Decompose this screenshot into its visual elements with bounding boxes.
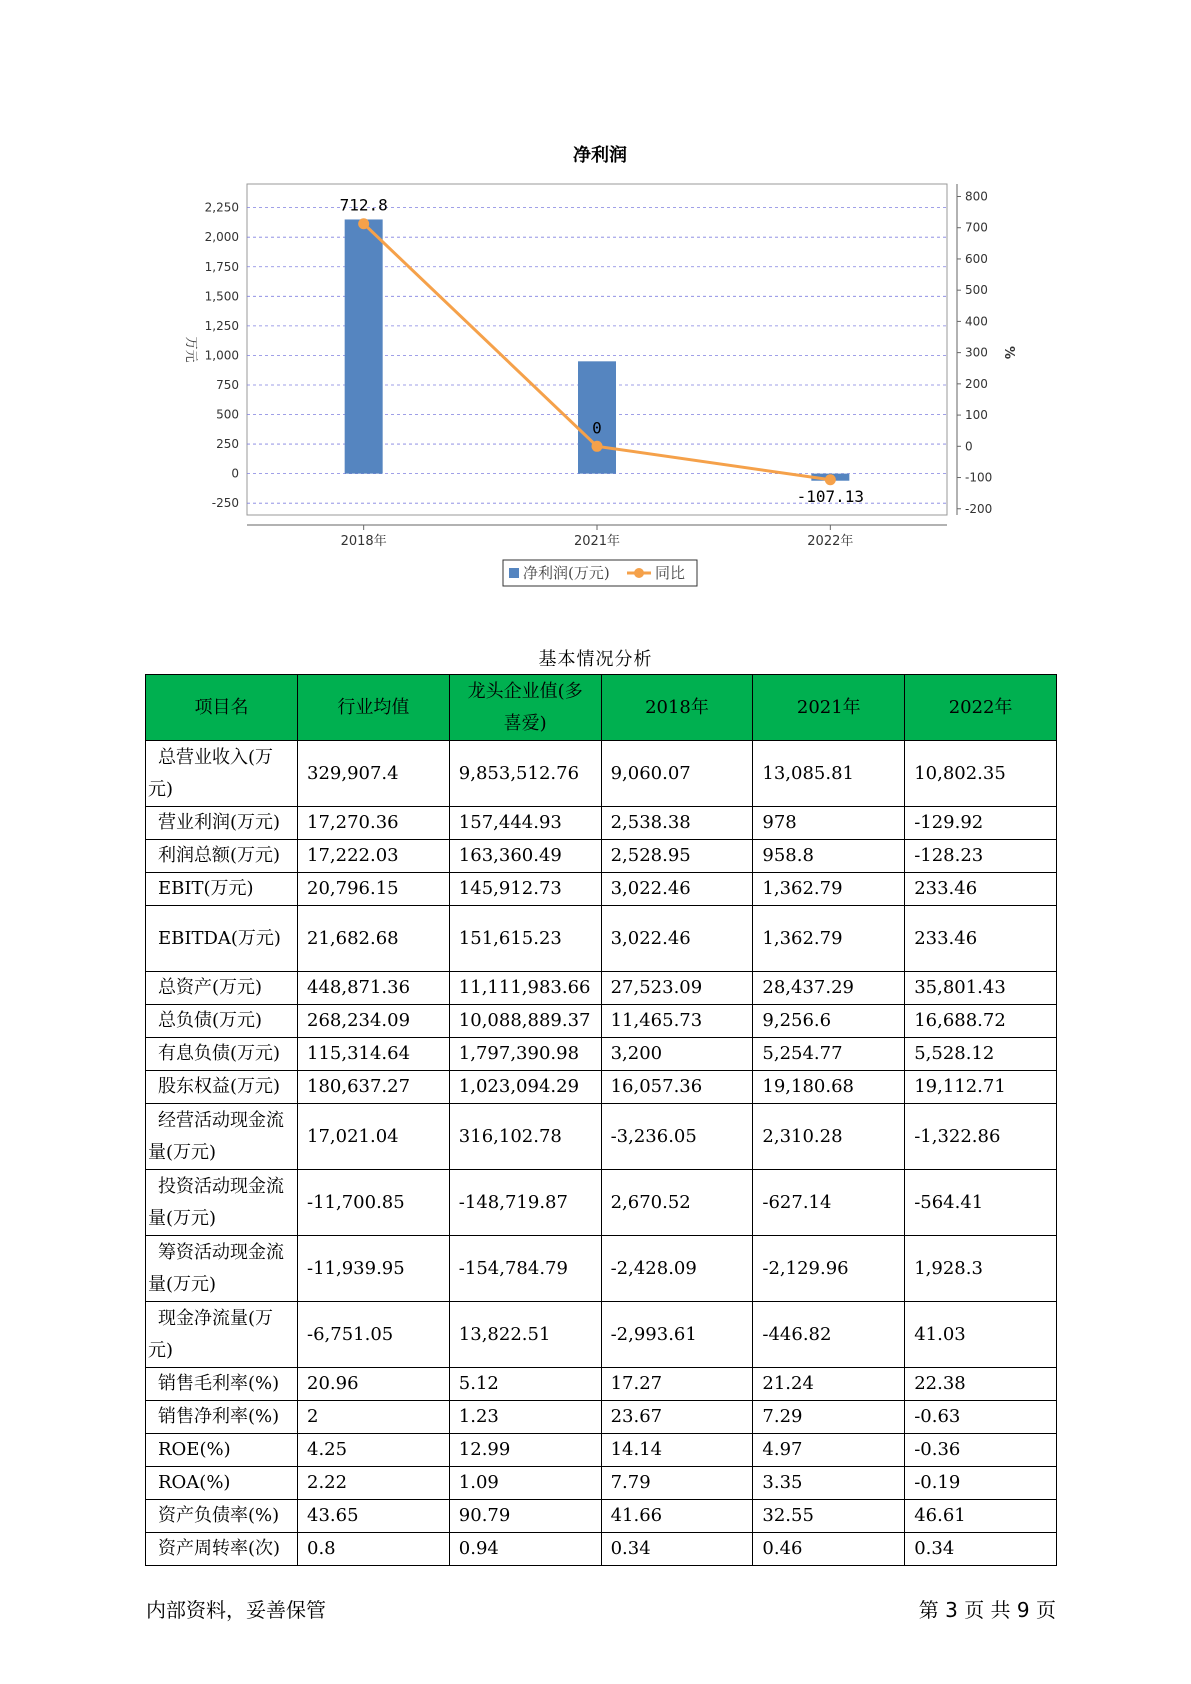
table-cell: -129.92 bbox=[905, 807, 1057, 840]
table-cell: -627.14 bbox=[753, 1170, 905, 1236]
table-row bbox=[146, 840, 1057, 873]
table-cell: 41.66 bbox=[601, 1500, 753, 1533]
data-label-yoy: 0 bbox=[592, 418, 602, 438]
table-cell: 21,682.68 bbox=[298, 906, 450, 972]
table-cell: 163,360.49 bbox=[449, 840, 601, 873]
table-cell: 32.55 bbox=[753, 1500, 905, 1533]
table-cell: 2,670.52 bbox=[601, 1170, 753, 1236]
table-caption: 基本情况分析 bbox=[538, 649, 653, 670]
y-right-tick-label: -200 bbox=[965, 501, 993, 516]
row-label: 销售净利率(%) bbox=[146, 1401, 298, 1434]
table-cell: 329,907.4 bbox=[298, 741, 450, 807]
table-cell: 11,465.73 bbox=[601, 1005, 753, 1038]
table-row bbox=[146, 807, 1057, 840]
table-cell: 3,022.46 bbox=[601, 873, 753, 906]
table-cell: 0.34 bbox=[601, 1533, 753, 1566]
x-tick-label: 2022年 bbox=[807, 534, 854, 549]
y-tick-label: 0 bbox=[231, 466, 239, 481]
y-axis-title: 万元 bbox=[183, 336, 198, 363]
table-cell: 4.97 bbox=[753, 1434, 905, 1467]
table-cell: 233.46 bbox=[905, 873, 1057, 906]
line-point-yoy bbox=[358, 218, 369, 229]
table-cell: 0.46 bbox=[753, 1533, 905, 1566]
y-right-tick-label: 0 bbox=[965, 439, 973, 454]
table-cell: 2 bbox=[298, 1401, 450, 1434]
table-cell: 151,615.23 bbox=[449, 906, 601, 972]
table-row bbox=[146, 1071, 1057, 1104]
table-cell: 27,523.09 bbox=[601, 972, 753, 1005]
table-cell: 2.22 bbox=[298, 1467, 450, 1500]
table-cell: 23.67 bbox=[601, 1401, 753, 1434]
table-header-cell: 2022年 bbox=[905, 675, 1057, 741]
y-tick-label: -250 bbox=[211, 496, 239, 511]
line-point-yoy bbox=[825, 474, 836, 485]
table-cell: 268,234.09 bbox=[298, 1005, 450, 1038]
table-cell: 43.65 bbox=[298, 1500, 450, 1533]
table-cell: 0.34 bbox=[905, 1533, 1057, 1566]
table-row bbox=[146, 1038, 1057, 1071]
table-cell: 233.46 bbox=[905, 906, 1057, 972]
table-cell: 3,022.46 bbox=[601, 906, 753, 972]
table-row bbox=[146, 1467, 1057, 1500]
footer-page-number: 第 3 页 共 9 页 bbox=[918, 1598, 1056, 1622]
table-cell: -564.41 bbox=[905, 1170, 1057, 1236]
table-row bbox=[146, 741, 1057, 807]
table-cell: 180,637.27 bbox=[298, 1071, 450, 1104]
y-right-tick-label: 800 bbox=[965, 189, 988, 204]
table-cell: 1.09 bbox=[449, 1467, 601, 1500]
table-cell: 19,180.68 bbox=[753, 1071, 905, 1104]
table-cell: -0.63 bbox=[905, 1401, 1057, 1434]
table-cell: 10,088,889.37 bbox=[449, 1005, 601, 1038]
row-label: EBITDA(万元) bbox=[146, 906, 298, 972]
table-cell: 5,528.12 bbox=[905, 1038, 1057, 1071]
table-cell: 7.29 bbox=[753, 1401, 905, 1434]
table-cell: 28,437.29 bbox=[753, 972, 905, 1005]
x-tick-label: 2018年 bbox=[340, 534, 387, 549]
y-tick-label: 1,000 bbox=[204, 348, 239, 363]
legend-label-net-profit: 净利润(万元) bbox=[523, 564, 610, 582]
table-cell: 10,802.35 bbox=[905, 741, 1057, 807]
table-cell: -0.36 bbox=[905, 1434, 1057, 1467]
table-cell: -0.19 bbox=[905, 1467, 1057, 1500]
table-cell: 1.23 bbox=[449, 1401, 601, 1434]
table-row bbox=[146, 1533, 1057, 1566]
table-cell: 35,801.43 bbox=[905, 972, 1057, 1005]
table-row bbox=[146, 1104, 1057, 1170]
table-cell: 14.14 bbox=[601, 1434, 753, 1467]
table-cell: 145,912.73 bbox=[449, 873, 601, 906]
y-right-tick-label: 200 bbox=[965, 376, 988, 391]
table-cell: 17,222.03 bbox=[298, 840, 450, 873]
table-cell: 115,314.64 bbox=[298, 1038, 450, 1071]
row-label: 总营业收入(万元) bbox=[146, 741, 298, 807]
bar-net-profit bbox=[345, 219, 383, 473]
table-header-cell: 2018年 bbox=[601, 675, 753, 741]
table-row bbox=[146, 1401, 1057, 1434]
table-cell: -2,129.96 bbox=[753, 1236, 905, 1302]
row-label: 利润总额(万元) bbox=[146, 840, 298, 873]
table-cell: 5,254.77 bbox=[753, 1038, 905, 1071]
x-tick-label: 2021年 bbox=[573, 534, 621, 549]
table-row bbox=[146, 1236, 1057, 1302]
row-label: 经营活动现金流量(万元) bbox=[146, 1104, 298, 1170]
row-label: 投资活动现金流量(万元) bbox=[146, 1170, 298, 1236]
table-cell: 90.79 bbox=[449, 1500, 601, 1533]
table-row bbox=[146, 972, 1057, 1005]
y-tick-label: 500 bbox=[216, 407, 239, 422]
y-right-tick-label: 500 bbox=[965, 283, 988, 298]
table-cell: 2,528.95 bbox=[601, 840, 753, 873]
table-row bbox=[146, 1005, 1057, 1038]
row-label: 资产负债率(%) bbox=[146, 1500, 298, 1533]
table-cell: 13,085.81 bbox=[753, 741, 905, 807]
row-label: 销售毛利率(%) bbox=[146, 1368, 298, 1401]
y-right-tick-label: 400 bbox=[965, 314, 988, 329]
table-cell: 5.12 bbox=[449, 1368, 601, 1401]
table-cell: 3.35 bbox=[753, 1467, 905, 1500]
table-cell: 1,362.79 bbox=[753, 906, 905, 972]
table-cell: -1,322.86 bbox=[905, 1104, 1057, 1170]
table-cell: 7.79 bbox=[601, 1467, 753, 1500]
table-cell: 46.61 bbox=[905, 1500, 1057, 1533]
table-cell: -11,700.85 bbox=[298, 1170, 450, 1236]
table-cell: 21.24 bbox=[753, 1368, 905, 1401]
y-tick-label: 2,250 bbox=[204, 200, 239, 215]
row-label: 资产周转率(次) bbox=[146, 1533, 298, 1566]
y-right-tick-label: 600 bbox=[965, 251, 988, 266]
table-cell: 2,538.38 bbox=[601, 807, 753, 840]
table-cell: 19,112.71 bbox=[905, 1071, 1057, 1104]
table-header-row bbox=[146, 675, 1057, 741]
table-row bbox=[146, 1302, 1057, 1368]
y-right-tick-label: 700 bbox=[965, 220, 988, 235]
table-cell: 1,797,390.98 bbox=[449, 1038, 601, 1071]
table-cell: -128.23 bbox=[905, 840, 1057, 873]
data-label-yoy: 712.8 bbox=[339, 195, 388, 215]
chart-title: 净利润 bbox=[573, 145, 627, 166]
table-cell: 17,021.04 bbox=[298, 1104, 450, 1170]
table-cell: 22.38 bbox=[905, 1368, 1057, 1401]
table-header-cell: 2021年 bbox=[753, 675, 905, 741]
table-cell: 1,023,094.29 bbox=[449, 1071, 601, 1104]
table-row bbox=[146, 873, 1057, 906]
net-profit-chart bbox=[0, 0, 1191, 620]
y-tick-label: 1,500 bbox=[204, 289, 239, 304]
y-tick-label: 1,250 bbox=[204, 318, 239, 333]
table-cell: 157,444.93 bbox=[449, 807, 601, 840]
row-label: 现金净流量(万元) bbox=[146, 1302, 298, 1368]
table-cell: 9,060.07 bbox=[601, 741, 753, 807]
table-header-cell: 项目名 bbox=[146, 675, 298, 741]
y-right-tick-label: 100 bbox=[965, 408, 988, 423]
row-label: ROA(%) bbox=[146, 1467, 298, 1500]
table-cell: 13,822.51 bbox=[449, 1302, 601, 1368]
table-cell: 16,688.72 bbox=[905, 1005, 1057, 1038]
table-cell: 3,200 bbox=[601, 1038, 753, 1071]
y-tick-label: 750 bbox=[216, 377, 239, 392]
legend-swatch-point bbox=[634, 568, 644, 578]
table-cell: 316,102.78 bbox=[449, 1104, 601, 1170]
basic-analysis-table bbox=[145, 674, 1057, 1566]
footer-confidential-note: 内部资料，妥善保管 bbox=[146, 1598, 326, 1622]
table-cell: 1,928.3 bbox=[905, 1236, 1057, 1302]
row-label: ROE(%) bbox=[146, 1434, 298, 1467]
table-cell: 20.96 bbox=[298, 1368, 450, 1401]
legend-label-yoy: 同比 bbox=[655, 564, 686, 582]
table-row bbox=[146, 1500, 1057, 1533]
table-cell: 16,057.36 bbox=[601, 1071, 753, 1104]
table-cell: 0.8 bbox=[298, 1533, 450, 1566]
table-cell: 4.25 bbox=[298, 1434, 450, 1467]
table-cell: 9,256.6 bbox=[753, 1005, 905, 1038]
table-cell: -148,719.87 bbox=[449, 1170, 601, 1236]
table-cell: 2,310.28 bbox=[753, 1104, 905, 1170]
row-label: 营业利润(万元) bbox=[146, 807, 298, 840]
row-label: 总负债(万元) bbox=[146, 1005, 298, 1038]
table-cell: -3,236.05 bbox=[601, 1104, 753, 1170]
y-tick-label: 2,000 bbox=[204, 230, 239, 245]
y-tick-label: 1,750 bbox=[204, 259, 239, 274]
table-row bbox=[146, 906, 1057, 972]
table-cell: -11,939.95 bbox=[298, 1236, 450, 1302]
table-cell: 20,796.15 bbox=[298, 873, 450, 906]
table-row bbox=[146, 1434, 1057, 1467]
table-cell: 978 bbox=[753, 807, 905, 840]
row-label: 总资产(万元) bbox=[146, 972, 298, 1005]
line-point-yoy bbox=[592, 441, 603, 452]
table-cell: 41.03 bbox=[905, 1302, 1057, 1368]
table-cell: -154,784.79 bbox=[449, 1236, 601, 1302]
table-cell: 17.27 bbox=[601, 1368, 753, 1401]
table-cell: 12.99 bbox=[449, 1434, 601, 1467]
row-label: 有息负债(万元) bbox=[146, 1038, 298, 1071]
y-right-tick-label: -100 bbox=[965, 470, 993, 485]
row-label: EBIT(万元) bbox=[146, 873, 298, 906]
y-right-tick-label: 300 bbox=[965, 345, 988, 360]
y-tick-label: 250 bbox=[216, 437, 239, 452]
table-cell: 958.8 bbox=[753, 840, 905, 873]
table-cell: 9,853,512.76 bbox=[449, 741, 601, 807]
table-cell: 448,871.36 bbox=[298, 972, 450, 1005]
data-label-yoy: -107.13 bbox=[796, 486, 865, 506]
table-cell: -2,993.61 bbox=[601, 1302, 753, 1368]
legend-swatch-bar bbox=[509, 568, 519, 578]
table-row bbox=[146, 1170, 1057, 1236]
table-header-cell: 龙头企业值(多喜爱) bbox=[449, 675, 601, 741]
table-row bbox=[146, 1368, 1057, 1401]
table-header-cell: 行业均值 bbox=[298, 675, 450, 741]
table-cell: 1,362.79 bbox=[753, 873, 905, 906]
table-cell: 11,111,983.66 bbox=[449, 972, 601, 1005]
row-label: 筹资活动现金流量(万元) bbox=[146, 1236, 298, 1302]
table-cell: 17,270.36 bbox=[298, 807, 450, 840]
table-cell: -2,428.09 bbox=[601, 1236, 753, 1302]
table-cell: -6,751.05 bbox=[298, 1302, 450, 1368]
y-right-axis-title: % bbox=[1001, 346, 1016, 360]
table-cell: 0.94 bbox=[449, 1533, 601, 1566]
row-label: 股东权益(万元) bbox=[146, 1071, 298, 1104]
table-cell: -446.82 bbox=[753, 1302, 905, 1368]
